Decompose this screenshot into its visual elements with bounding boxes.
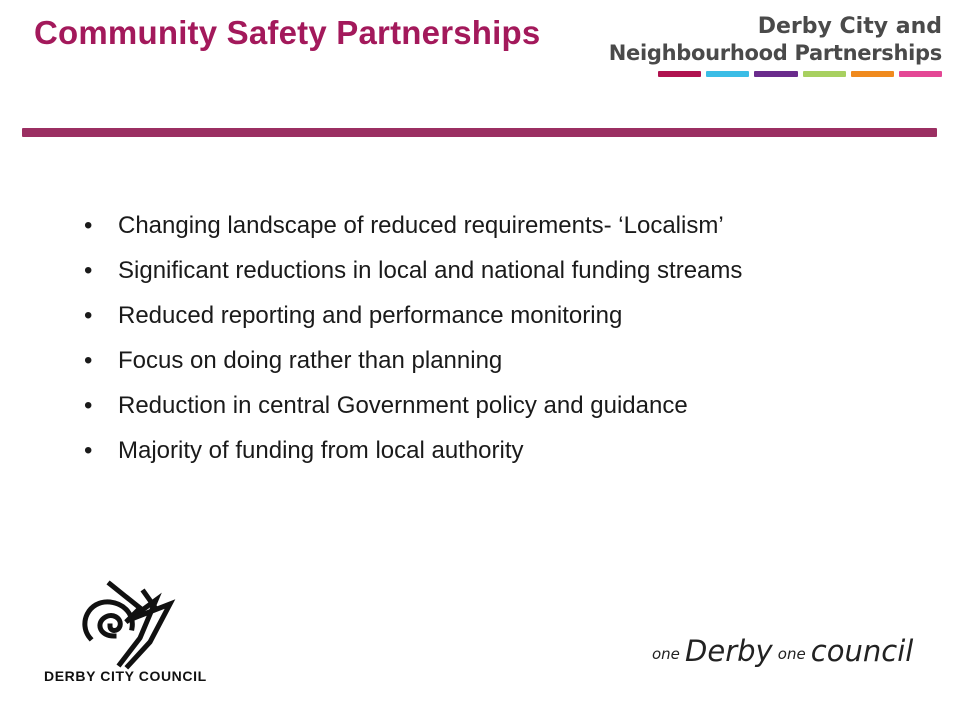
bullet-text: Reduced reporting and performance monitoring <box>118 302 623 329</box>
bullet-item: • Focus on doing rather than planning <box>84 347 503 374</box>
page-title: Community Safety Partnerships <box>34 14 541 51</box>
bullet-item: • Majority of funding from local authority <box>84 437 524 464</box>
council-crest-logo <box>70 578 190 670</box>
council-name: DERBY CITY COUNCIL <box>44 668 207 684</box>
slogan-council: council <box>810 634 914 668</box>
bullet-item: • Changing landscape of reduced requirements- ‘Localism’ <box>84 212 724 239</box>
bullet-item: • Significant reductions in local and national funding streams <box>84 257 743 284</box>
bullet-text: Significant reductions in local and national funding streams <box>118 257 743 284</box>
brand-stripe <box>899 71 942 77</box>
bullet-item: • Reduction in central Government policy and guidance <box>84 392 688 419</box>
bullet-text: Focus on doing rather than planning <box>118 347 503 374</box>
slogan <box>652 634 913 668</box>
partnership-brand <box>609 14 942 66</box>
bullet-text: Reduction in central Government policy and guidance <box>118 392 688 419</box>
slogan-one-b: one <box>777 645 806 663</box>
bullet-item: • Reduced reporting and performance monitoring <box>84 302 623 329</box>
slogan-one-a: one <box>652 645 680 663</box>
slogan-derby: Derby <box>685 634 773 668</box>
brand-line-2: Neighbourhood Partnerships <box>608 41 942 65</box>
brand-stripe <box>803 71 846 77</box>
bullet-text: Changing landscape of reduced requirements- ‘Localism’ <box>118 212 724 239</box>
brand-stripe <box>851 71 894 77</box>
brand-line-1: Derby City and <box>757 14 942 39</box>
brand-stripe <box>658 71 701 77</box>
bullet-list <box>80 210 880 480</box>
brand-color-stripes <box>658 71 942 77</box>
header-divider <box>22 128 937 137</box>
bullet-text: Majority of funding from local authority <box>118 437 524 464</box>
brand-stripe <box>706 71 749 77</box>
brand-stripe <box>754 71 797 77</box>
